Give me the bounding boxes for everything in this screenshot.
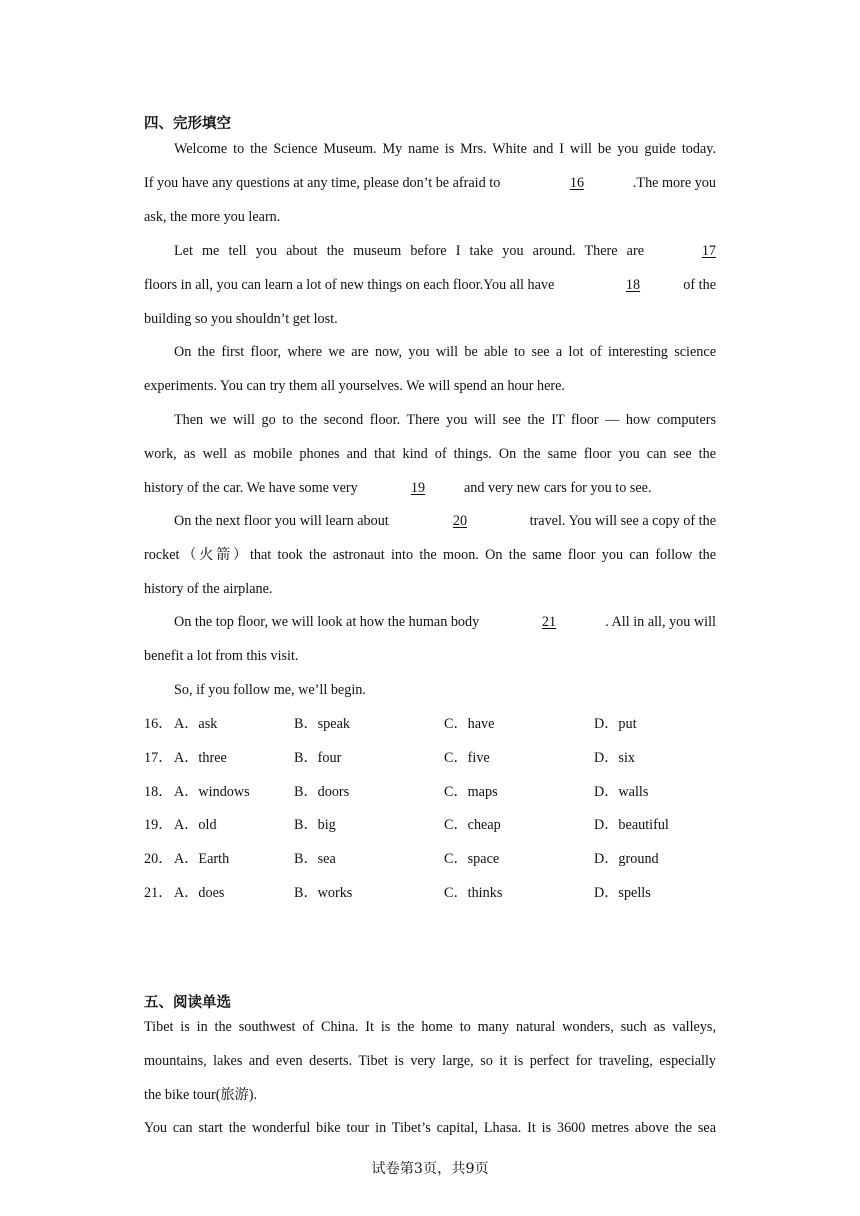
text-fragment: .The more you — [632, 174, 716, 191]
question-number: 18． — [144, 783, 173, 800]
option-b: B．four — [294, 749, 342, 766]
text-line: building so you shouldn’t get lost. — [144, 310, 338, 327]
text-fragment: Let me tell you about the museum before I take you around. There are — [174, 243, 644, 259]
text-fragment: . All in all, you will — [605, 614, 716, 630]
option-d: D．beautiful — [594, 817, 669, 834]
cloze-paragraph-5 — [144, 505, 716, 606]
text-line — [144, 269, 716, 303]
text-line: Tibet is in the southwest of China. It is the home to many natural wonders, such as valleys, — [144, 1019, 716, 1035]
question-number: 21． — [144, 884, 173, 901]
option-a: A．Earth — [174, 851, 230, 868]
text-line: On the first floor, where we are now, you will be able to see a lot of interesting science — [174, 344, 716, 360]
option-b: B．big — [294, 817, 336, 834]
text-line: history of the airplane. — [144, 580, 273, 597]
option-c: C．maps — [444, 783, 498, 800]
text-line: benefit a lot from this visit. — [144, 647, 299, 664]
cloze-paragraph-3 — [144, 336, 716, 404]
option-c: C．five — [444, 749, 490, 766]
option-d: D．ground — [594, 851, 659, 868]
text-line: ask, the more you learn. — [144, 208, 281, 225]
cloze-paragraph-7 — [144, 674, 716, 708]
text-fragment: On the next floor you will learn about — [174, 513, 389, 529]
answer-options — [144, 708, 716, 911]
text-line: rocket（火箭）that took the astronaut into the moon. On the same floor you can follow the — [144, 546, 716, 563]
option-a: A．three — [174, 749, 227, 766]
blank-20: 20 — [452, 513, 468, 529]
text-line: mountains, lakes and even deserts. Tibet is very large, so it is perfect for traveling, especially — [144, 1052, 716, 1069]
text-fragment: travel. You will see a copy of the — [529, 513, 716, 529]
option-b: B．sea — [294, 851, 336, 868]
option-b: B．doors — [294, 783, 350, 800]
option-b: B．speak — [294, 716, 350, 732]
option-d: D．spells — [594, 884, 651, 901]
question-options-row — [144, 776, 716, 810]
text-line — [144, 235, 716, 269]
option-c: C．space — [444, 851, 500, 868]
cloze-paragraph-2 — [144, 235, 716, 336]
option-a: A．does — [174, 884, 225, 901]
question-number: 19． — [144, 817, 173, 834]
text-line: You can start the wonderful bike tour in Tibet’s capital, Lhasa. It is 3600 metres above the sea — [144, 1120, 716, 1137]
text-line: the bike tour(旅游). — [144, 1086, 258, 1103]
text-line: Then we will go to the second floor. There you will see the IT floor — how computers — [174, 412, 716, 428]
text-line — [144, 505, 716, 539]
blank-19: 19 — [410, 479, 426, 496]
text-line — [144, 606, 716, 640]
option-c: C．have — [444, 716, 495, 732]
question-options-row — [144, 809, 716, 843]
option-d: D．six — [594, 749, 635, 766]
option-a: A．old — [174, 817, 217, 834]
blank-21: 21 — [541, 614, 557, 630]
option-c: C．cheap — [444, 817, 501, 834]
text-line: work, as well as mobile phones and that kind of things. On the same floor you can see the — [144, 445, 716, 462]
reading-passage — [144, 1011, 716, 1146]
text-fragment: of the — [683, 276, 716, 293]
question-options-row — [144, 708, 716, 742]
text-line: Welcome to the Science Museum. My name is Mrs. White and I will be you guide today. — [174, 141, 716, 157]
question-number: 16． — [144, 716, 173, 732]
blank-16: 16 — [569, 174, 585, 191]
question-number: 17． — [144, 749, 173, 766]
text-fragment: On the top floor, we will look at how the human body — [174, 614, 480, 630]
section-title-cloze: 四、完形填空 — [144, 116, 231, 132]
blank-18: 18 — [625, 276, 641, 293]
option-d: D．put — [594, 716, 637, 732]
text-line — [144, 472, 716, 506]
question-number: 20． — [144, 851, 173, 868]
page-footer: 试卷第3页，共9页 — [371, 1161, 489, 1177]
section-title-reading: 五、阅读单选 — [144, 995, 231, 1011]
text-fragment: and very new cars for you to see. — [464, 479, 652, 496]
text-fragment: history of the car. We have some very — [144, 479, 358, 496]
text-line: So, if you follow me, we’ll begin. — [174, 682, 366, 698]
text-fragment: If you have any questions at any time, please don’t be afraid to — [144, 174, 501, 191]
text-line: experiments. You can try them all yourselves. We will spend an hour here. — [144, 377, 565, 394]
question-options-row — [144, 877, 716, 911]
question-options-row — [144, 742, 716, 776]
text-line — [144, 167, 716, 201]
question-options-row — [144, 843, 716, 877]
blank-17: 17 — [701, 243, 716, 259]
option-c: C．thinks — [444, 884, 503, 901]
option-a: A．ask — [174, 716, 218, 732]
cloze-paragraph-6 — [144, 606, 716, 674]
cloze-paragraph-4 — [144, 404, 716, 505]
option-b: B．works — [294, 884, 353, 901]
text-fragment: floors in all, you can learn a lot of new things on each floor.You all have — [144, 276, 555, 293]
option-d: D．walls — [594, 783, 649, 800]
cloze-paragraph-1 — [144, 133, 716, 234]
option-a: A．windows — [174, 783, 250, 800]
